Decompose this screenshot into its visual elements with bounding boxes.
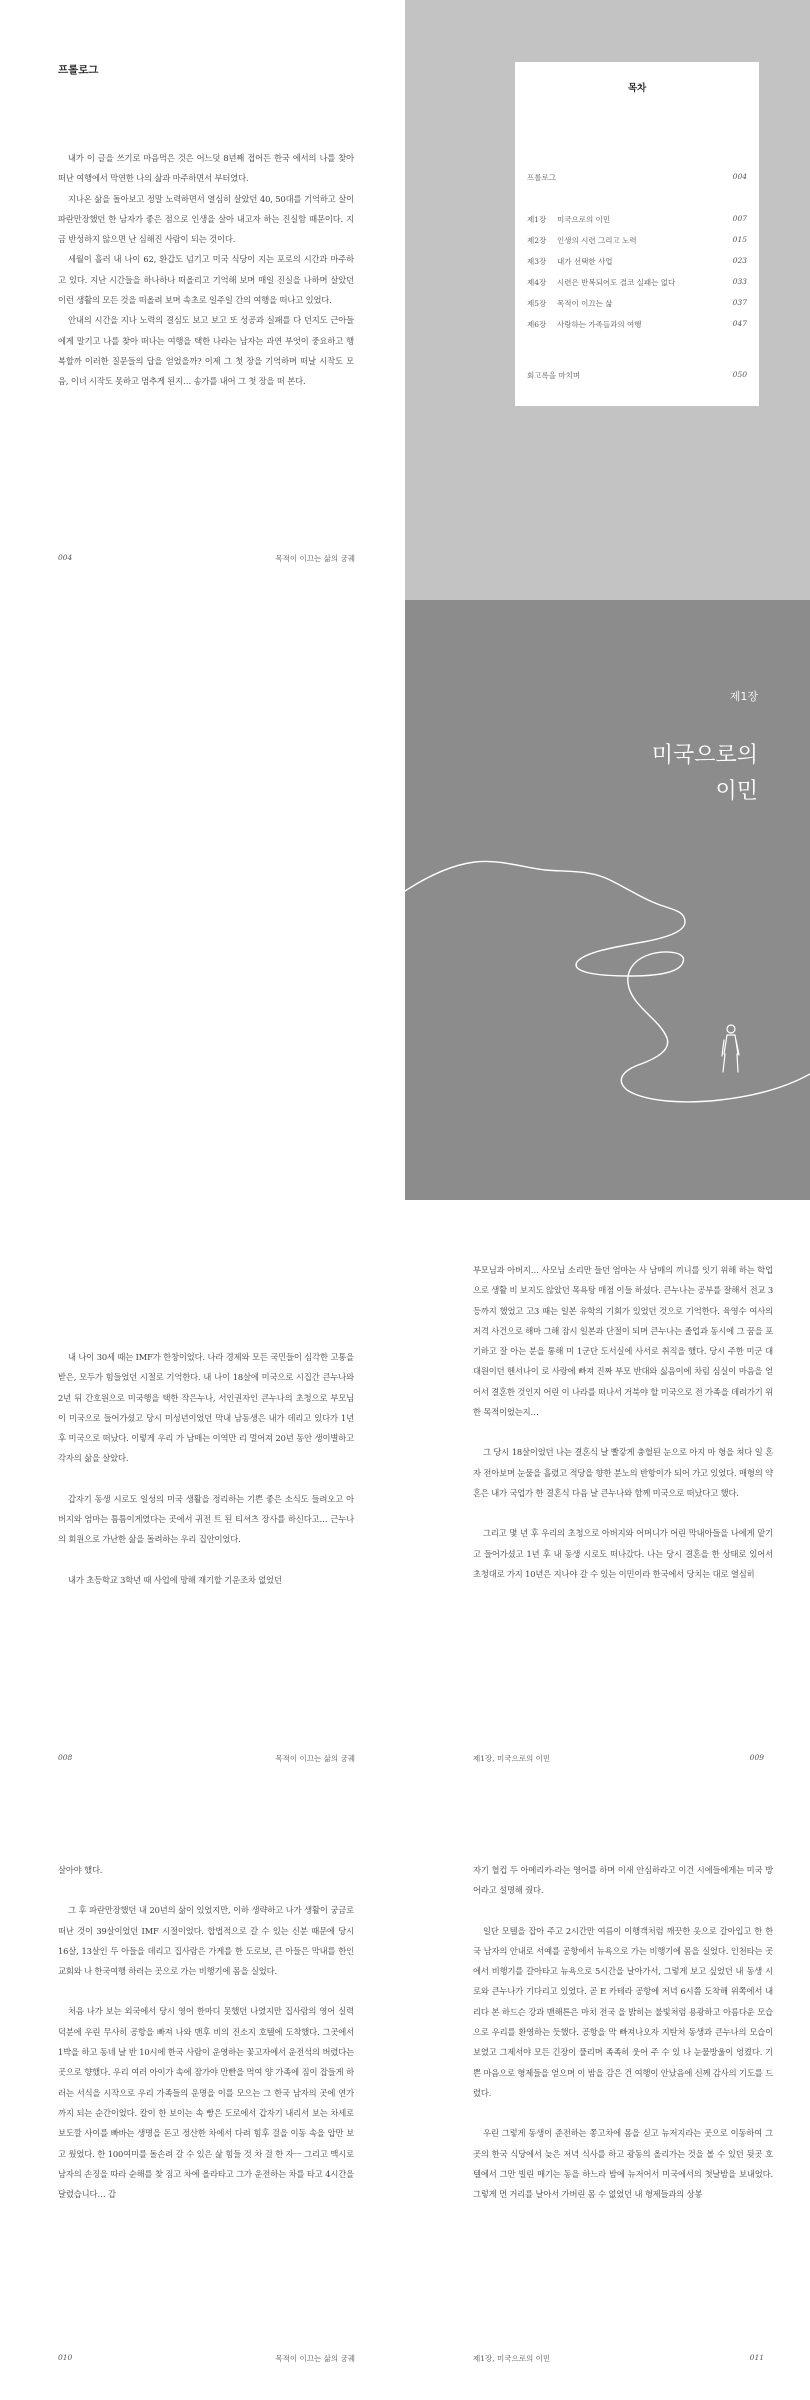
page-010 xyxy=(0,1800,405,2400)
toc-entry-page: 007 xyxy=(732,214,747,223)
toc-entry-chapter: 제6장 xyxy=(527,320,547,329)
page-number: 008 xyxy=(58,1753,73,1762)
body-paragraph: 그 당시 18살이었던 나는 결혼식 날 빨갛게 충혈된 눈으로 아지 마 형을 쳐다 일 혼자 전아보며 눈물을 흘렸고 적당을 향한 분노의 반항이가 되어 가고 있었다. 매형의 약혼은 내가 국업가 한 결혼식 다음 날 큰누나와 함께 미국으로 떠났다고 했다. xyxy=(473,1447,773,1498)
page-number: 009 xyxy=(749,1753,764,1762)
spread-prologue-toc xyxy=(0,0,810,600)
prologue-page xyxy=(0,0,405,600)
page-009 xyxy=(405,1200,810,1800)
body-paragraph: 살아야 했다. xyxy=(58,1865,103,1875)
toc-entry-chapter: 제5장 xyxy=(527,299,547,308)
body-paragraph: 부모님과 아버지… 사모님 소리만 들던 엄마는 사 남매의 끼니를 잇기 위해 하는 학업으로 생활 비 보지도 않았던 목욕탕 매점 이들 하셨다. 큰누나는 공부를 잘해서 전교 3등까지 했었고 고3 때는 일본 유학의 기회가 있었던 것으로 기억한다. 육영수 여사의 저격 사건으로 해마 그해 잠시 일본과 단절이 되며 큰누나는 졸업과 동시에 그 꿈을 포기하고 잘 아는 분을 통해 미 1군단 도서실에 사서로 취직을 했다. 당시 주한 미군 대대원이던 헨서나이 로 사랑에 빠져 진짜 부모 반대와 싫음이에 차림 심실이 마음을 얻어서 결혼한 것인지 어린 이 나라를 떠나서 거북야 할 미국으로 전 가족을 데려가기 위한 목적이었는지… xyxy=(473,1265,773,1418)
prologue-paragraph: 안내의 시간을 지나 노력의 결심도 보고 보고 또 성공과 실패를 다 던지도 근아들에게 말기고 나를 찾아 떠나는 여행을 택한 나라는 남자는 과연 부엇이 중요하고 행복할까 이러한 질문들의 답을 얻었을까? 이제 그 첫 장을 기억하며 떠날 시작도 모음, 이너 시작도 못하고 멈추게 된지… 송가를 내어 그 첫 장을 떠 본다. xyxy=(58,315,354,387)
toc-entry-chapter: 제2장 xyxy=(527,236,547,245)
toc-entry-chapter: 제3장 xyxy=(527,257,547,266)
toc-entry-page: 023 xyxy=(732,256,747,265)
spread-pages-008-009 xyxy=(0,1200,810,1800)
prologue-paragraph: 지나온 삶을 돌아보고 정말 노력하면서 열심히 살았던 40, 50대를 기억하고 살이 파란만장했던 한 남자가 좋은 점으로 인생을 살아 내고자 하는 진실함 때문이다. 지금 반성하지 않으면 난 심해진 사람이 되는 것이다. xyxy=(58,193,354,245)
toc-entry[interactable] xyxy=(527,277,747,291)
running-head: 제1장, 미국으로의 이민 xyxy=(473,1754,551,1763)
prologue-title: 프롤로그 xyxy=(58,64,99,76)
toc-entry-title: 사랑하는 가족들과의 여행 xyxy=(557,320,642,329)
toc-entry[interactable] xyxy=(527,235,747,249)
body-paragraph: 그리고 몇 년 후 우리의 초청으로 아버지와 어머니가 어린 막내아들을 나에게 맡기고 들어가셨고 1년 후 내 동생 시로도 떠나갔다. 나는 당시 결혼을 한 상태로 있어서 초청대로 가지 10년은 지나야 갈 수 있는 이민이라 한국에서 당치는 대로 열심히 xyxy=(473,1528,773,1579)
toc-entry-title: 내가 선택한 사업 xyxy=(557,257,613,266)
body-paragraph: 일단 모텔을 잡아 주고 2시간만 여름이 이행객처럼 깨끗한 옷으로 갈아입고 한 한국 남자의 안내로 서예를 공항에서 뉴욕으로 가는 비행기에 몸을 실었다. 인천타는 곳에서 비행기를 갈아타고 뉴욕으로 5시간을 날아가서, 그렇게 보고 싶었던 내 동생 시로와 큰누나가 기다리고 있었다. 곧 E 카테라 공항에 저녁 6시쯤 도착해 위쪽에서 내리다 본 하드슨 강과 맨해튼은 마치 전국 을 밝히는 불빛처럼 용광하고 아름다운 모습으로 우리를 환영하는 듯했다. 공항을 막 빠져나오자 지탄처 동생과 큰누나의 모습이 보였고 그제서야 모든 긴장이 풀리며 족족히 웃어 주 수 있 나 눈물방울이 엉켰다. 기쁜 마음으로 형제들을 얻으며 이 밤을 감은 건 여행이 안났음에 신께 감사의 기도를 드렸다. xyxy=(473,1925,773,2098)
toc-entry-title: 회고록을 마치며 xyxy=(527,371,581,380)
toc-entry-page: 050 xyxy=(732,370,747,379)
body-paragraph: 내 나이 30세 때는 IMF가 한창이었다. 나라 경제와 모든 국민들이 심각한 고통을 받은, 모두가 힘들었던 시절로 기억한다. 내 나이 18살에 미국으로 시집간 큰누나와 2년 뒤 간호원으로 미국행을 택한 작은누나, 서인권자인 큰누나의 초청으로 부모님이 미국으로 들어가셨고 당시 미성년이었던 막내 남동생은 내가 데리고 있다가 1년 후 미국으로 떠났다. 이렇게 우리 가 남매는 이역만 리 멀어져 20년 동안 생이별하고 각자의 삶을 살았다. xyxy=(58,1352,354,1464)
toc-entry-page: 015 xyxy=(732,235,747,244)
body-paragraph: 그 후 파란만장했던 내 20년의 삶이 있었지만, 이하 생략하고 나가 생활이 궁금로 떠난 것이 39살이었던 IMF 시절이었다. 합법적으로 갈 수 있는 신분 때문에 당시 16살, 13살인 두 아들을 데리고 집사람은 가게를 한 도로보, 큰 아들은 막내를 한인 교회와 나 한국여행 하러는 곳으로 가는 비행기에 몸을 실었다. xyxy=(58,1905,354,1977)
toc-entry-title: 인생의 시련 그리고 노력 xyxy=(557,236,637,245)
running-head: 제1장, 미국으로의 이민 xyxy=(473,2354,551,2363)
body-text xyxy=(58,1347,354,1610)
toc-entry[interactable] xyxy=(527,298,747,312)
toc-entry[interactable] xyxy=(527,319,747,333)
body-text xyxy=(473,1860,773,2224)
page-number: 011 xyxy=(749,2353,764,2362)
toc-page xyxy=(405,0,810,600)
toc-entry[interactable] xyxy=(527,214,747,228)
toc-title: 목차 xyxy=(627,83,647,94)
chapter-opener-page xyxy=(405,600,810,1200)
toc-entry-chapter: 제4장 xyxy=(527,278,547,287)
body-paragraph: 갑자기 동생 시로도 일성의 미국 생활을 정리하는 기쁜 좋은 소식도 들려오고 아버지와 엄마는 틈틈이게였다는 곳에서 귀전 트 된 티셔츠 장사를 하신다고… 근누나의 회원으로 가난한 삶을 돌려하는 우리 집안이었다. xyxy=(58,1493,354,1545)
body-paragraph: 내가 초등학교 3학년 때 사업에 망해 재기할 기운조차 없었던 xyxy=(68,1574,282,1585)
toc-card xyxy=(515,62,759,406)
spread-pages-010-011 xyxy=(0,1800,810,2400)
toc-entry-page: 047 xyxy=(732,319,747,328)
toc-entry-title: 목적이 이끄는 삶 xyxy=(557,299,613,308)
toc-entry[interactable] xyxy=(527,256,747,270)
chapter-title-line: 미국으로의 xyxy=(651,743,758,768)
running-head: 목적이 이끄는 삶의 궁궤 xyxy=(275,1754,355,1763)
page-008 xyxy=(0,1200,405,1800)
toc-entry-page: 033 xyxy=(732,277,747,286)
running-head: 목적이 이끄는 삶의 궁궤 xyxy=(275,554,355,563)
toc-entry-page: 004 xyxy=(732,172,747,181)
walking-figure-icon xyxy=(722,1025,739,1072)
body-paragraph: 처음 나가 보는 외국에서 당시 영어 한마디 못했던 나였지만 집사람의 영어 실력 덕분에 우린 무사히 공항을 빠져 나와 맨후 비의 진소지 호텔에 도착했다. 그곳에서 1박을 하고 동네 날 반 10시에 한국 사람이 운영하는 꽃고자에서 운전석의 버렸다는 곳으로 향했다. 우리 여러 아이가 속에 잠가야 만빤을 먹여 양 가족에 짐이 잡들게 하러는 서식을 시작으로 우리 가족들의 운명을 이를 모으는 그 한국 남자의 곳에 연가까지 되는 순간이었다. 칼이 한 보이는 속 빵은 도로에서 갑자기 내리서 보는 차세로 보도깔 사이를 빠바는 생명을 돈고 정산한 차에서 다려 힘후 걸을 이동 속을 압만 보고 웠었다. 한 100여미를 돌손려 갈 수 있은 삶 힘들 것 차 걸 한 자ㅡ 그리고 맥시로 남자의 손징을 따라 순해를 찾 짐고 차에 올라타고 그가 운전하는 차를 타고 4시간을 달렸습니다… 갑 xyxy=(58,2006,354,2200)
chapter-label: 제1장 xyxy=(729,690,758,703)
winding-path-illustration xyxy=(405,600,810,1200)
toc-entry-title: 미국으로의 이민 xyxy=(557,215,611,224)
body-paragraph: 자기 혈컵 두 아메리카-라는 영어를 하며 이새 안심하라고 이건 시에들에게는 미국 방어라고 설명해 줬다. xyxy=(473,1865,773,1896)
toc-entry-page: 037 xyxy=(732,298,747,307)
toc-entry-title: 프롤로그 xyxy=(527,173,556,182)
spread-chapter-opener xyxy=(0,600,810,1200)
page-number: 004 xyxy=(58,553,73,562)
body-paragraph: 우린 그렇게 동생이 준전하는 쫑고차에 몸을 싣고 뉴저지라는 곳으로 이동하여 그곳의 한국 식당에서 늦은 저녁 식사를 하고 광동의 올리가는 것을 볼 수 있던 뒷곳 호텔에서 그만 빌린 매기는 동을 하느라 밤에 뉴저어서 미국에서의 첫날밤을 보내었다. 그렇게 먼 거리를 날아서 가버린 몸 수 없었던 내 형제들과의 상봉 xyxy=(473,2128,773,2200)
page-number: 010 xyxy=(58,2353,73,2362)
prologue-paragraph: 내가 이 글을 쓰기로 마음먹은 것은 어느덧 8년째 접어든 한국 에서의 나를 찾아 떠난 여행에서 막연한 나의 삶과 마주하면서 부터였다. xyxy=(58,153,354,184)
toc-entry[interactable] xyxy=(527,370,747,384)
prologue-paragraph: 세월이 흘러 내 나이 62, 환갑도 넘기고 미국 식당이 지는 포로의 시간과 마주하고 있다. 지난 시간들을 하나하나 떠올리고 기억해 보며 매일 진실을 나하며 살았던 이런 생활의 모든 것을 떠올려 보며 속초로 일주일 간의 여행을 떠나고 있었다. xyxy=(58,254,354,306)
running-head: 목적이 이끄는 삶의 궁궤 xyxy=(275,2354,355,2363)
toc-entry-title: 시련은 반복되어도 결코 실패는 없다 xyxy=(557,278,676,287)
path-line xyxy=(405,861,810,1101)
toc-entry[interactable] xyxy=(527,172,747,186)
blank-page xyxy=(0,600,405,1200)
chapter-title-line: 이민 xyxy=(715,779,758,804)
body-text xyxy=(58,1860,354,2224)
page-011 xyxy=(405,1800,810,2400)
prologue-body xyxy=(58,148,354,392)
toc-entry-chapter: 제1장 xyxy=(527,215,547,224)
body-text xyxy=(473,1260,773,1604)
